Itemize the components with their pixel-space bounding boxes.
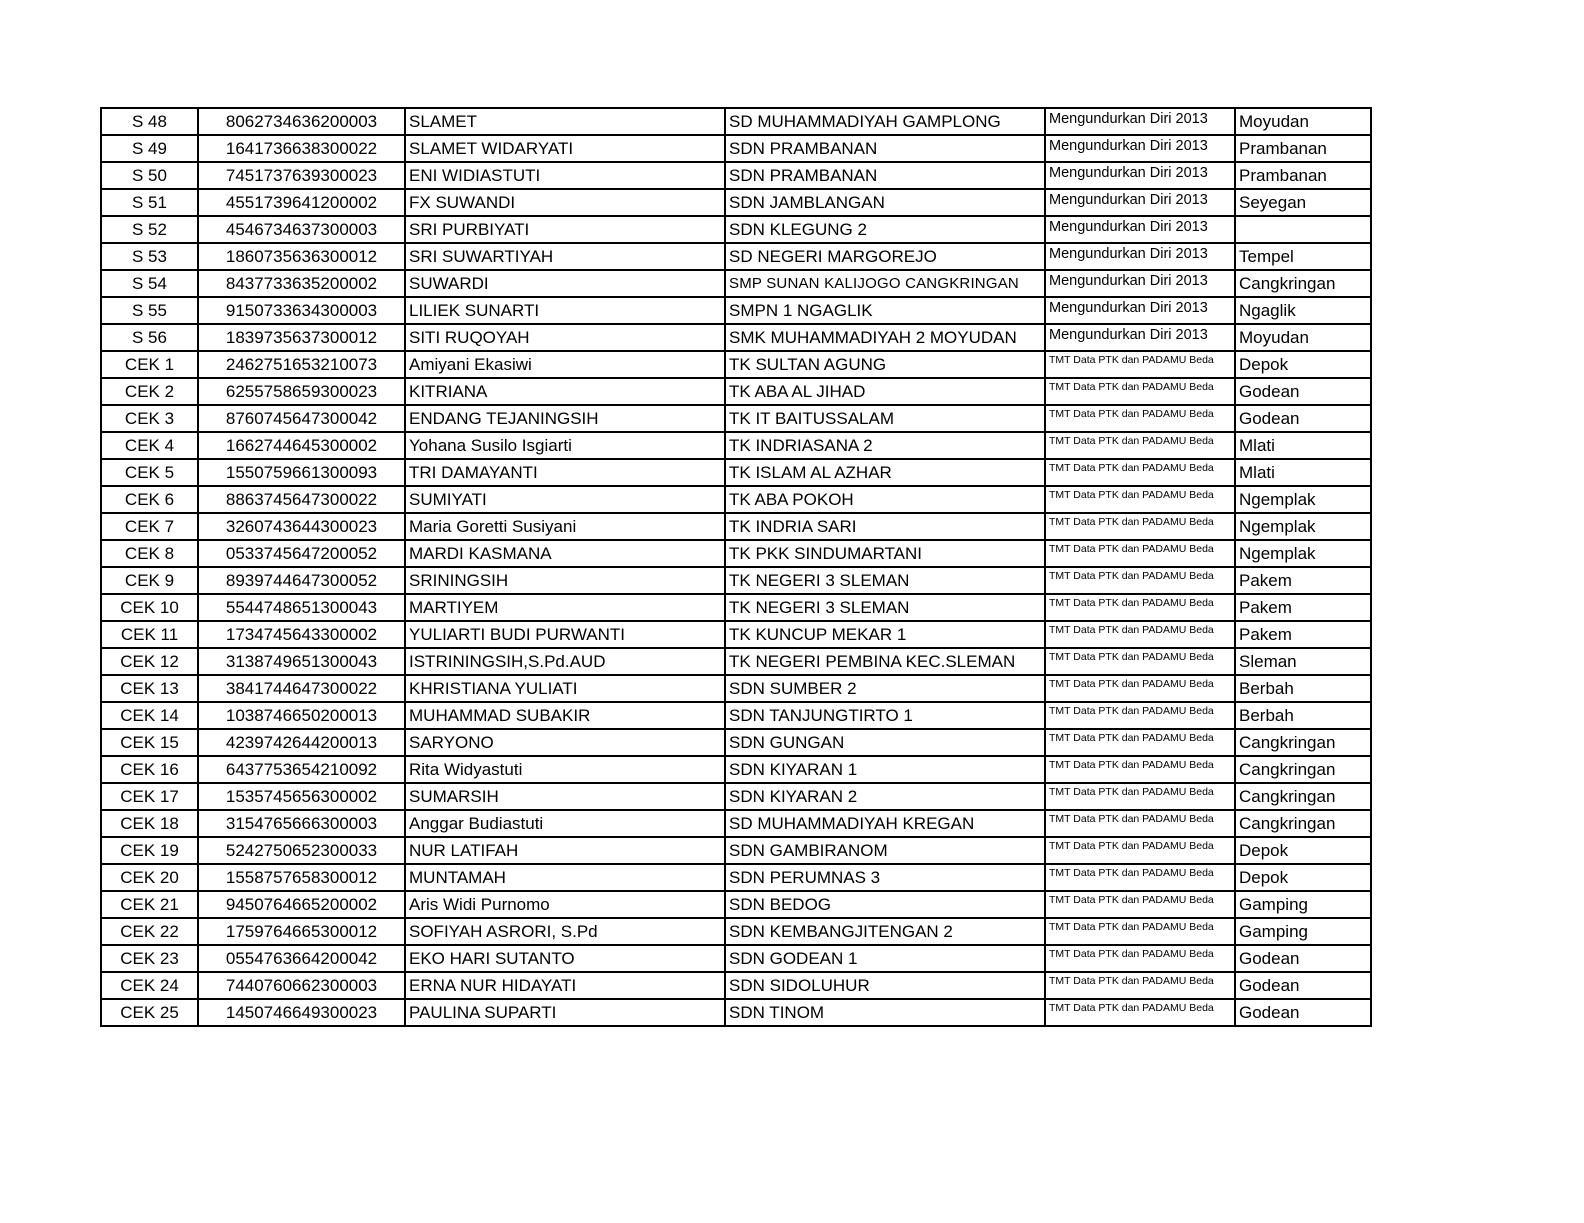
row-code-cell: CEK 10 bbox=[101, 594, 198, 621]
nuptk-cell: 1839735637300012 bbox=[198, 324, 405, 351]
table-row bbox=[101, 486, 1371, 513]
note-cell: Mengundurkan Diri 2013 bbox=[1045, 135, 1235, 162]
teacher-name-cell: SLAMET WIDARYATI bbox=[405, 135, 725, 162]
teacher-name-cell: ERNA NUR HIDAYATI bbox=[405, 972, 725, 999]
table-row bbox=[101, 891, 1371, 918]
table-row bbox=[101, 648, 1371, 675]
teacher-name-cell: YULIARTI BUDI PURWANTI bbox=[405, 621, 725, 648]
row-code-cell: S 56 bbox=[101, 324, 198, 351]
teacher-name-cell: MARDI KASMANA bbox=[405, 540, 725, 567]
district-cell: Ngemplak bbox=[1235, 486, 1371, 513]
table-row bbox=[101, 297, 1371, 324]
note-cell: TMT Data PTK dan PADAMU Beda bbox=[1045, 999, 1235, 1026]
row-code-cell: CEK 23 bbox=[101, 945, 198, 972]
nuptk-cell: 8863745647300022 bbox=[198, 486, 405, 513]
teacher-name-cell: KITRIANA bbox=[405, 378, 725, 405]
teacher-name-cell: SRI SUWARTIYAH bbox=[405, 243, 725, 270]
nuptk-cell: 5242750652300033 bbox=[198, 837, 405, 864]
nuptk-cell: 9150733634300003 bbox=[198, 297, 405, 324]
nuptk-cell: 1734745643300002 bbox=[198, 621, 405, 648]
row-code-cell: CEK 6 bbox=[101, 486, 198, 513]
table-row bbox=[101, 675, 1371, 702]
nuptk-cell: 0554763664200042 bbox=[198, 945, 405, 972]
district-cell: Godean bbox=[1235, 999, 1371, 1026]
note-cell: TMT Data PTK dan PADAMU Beda bbox=[1045, 594, 1235, 621]
teacher-name-cell: SUMARSIH bbox=[405, 783, 725, 810]
nuptk-cell: 5544748651300043 bbox=[198, 594, 405, 621]
teacher-name-cell: FX SUWANDI bbox=[405, 189, 725, 216]
row-code-cell: CEK 7 bbox=[101, 513, 198, 540]
note-cell: TMT Data PTK dan PADAMU Beda bbox=[1045, 837, 1235, 864]
district-cell: Moyudan bbox=[1235, 324, 1371, 351]
note-cell: TMT Data PTK dan PADAMU Beda bbox=[1045, 459, 1235, 486]
row-code-cell: CEK 2 bbox=[101, 378, 198, 405]
teacher-name-cell: SUMIYATI bbox=[405, 486, 725, 513]
school-cell: SDN PRAMBANAN bbox=[725, 162, 1045, 189]
nuptk-cell: 3841744647300022 bbox=[198, 675, 405, 702]
note-cell: TMT Data PTK dan PADAMU Beda bbox=[1045, 540, 1235, 567]
district-cell: Sleman bbox=[1235, 648, 1371, 675]
row-code-cell: CEK 25 bbox=[101, 999, 198, 1026]
table-row bbox=[101, 972, 1371, 999]
nuptk-cell: 8939744647300052 bbox=[198, 567, 405, 594]
note-cell: Mengundurkan Diri 2013 bbox=[1045, 189, 1235, 216]
row-code-cell: S 55 bbox=[101, 297, 198, 324]
note-cell: TMT Data PTK dan PADAMU Beda bbox=[1045, 918, 1235, 945]
row-code-cell: CEK 3 bbox=[101, 405, 198, 432]
district-cell: Godean bbox=[1235, 972, 1371, 999]
note-cell: TMT Data PTK dan PADAMU Beda bbox=[1045, 702, 1235, 729]
nuptk-cell: 3260743644300023 bbox=[198, 513, 405, 540]
district-cell: Depok bbox=[1235, 864, 1371, 891]
table-row bbox=[101, 945, 1371, 972]
nuptk-cell: 7451737639300023 bbox=[198, 162, 405, 189]
row-code-cell: S 49 bbox=[101, 135, 198, 162]
row-code-cell: S 48 bbox=[101, 108, 198, 135]
nuptk-cell: 6437753654210092 bbox=[198, 756, 405, 783]
row-code-cell: CEK 14 bbox=[101, 702, 198, 729]
district-cell: Godean bbox=[1235, 405, 1371, 432]
school-cell: TK NEGERI 3 SLEMAN bbox=[725, 567, 1045, 594]
row-code-cell: CEK 1 bbox=[101, 351, 198, 378]
nuptk-cell: 1550759661300093 bbox=[198, 459, 405, 486]
teacher-table bbox=[100, 107, 1372, 1027]
note-cell: Mengundurkan Diri 2013 bbox=[1045, 270, 1235, 297]
district-cell: Seyegan bbox=[1235, 189, 1371, 216]
nuptk-cell: 7440760662300003 bbox=[198, 972, 405, 999]
teacher-name-cell: Rita Widyastuti bbox=[405, 756, 725, 783]
table-row bbox=[101, 540, 1371, 567]
teacher-name-cell: SLAMET bbox=[405, 108, 725, 135]
school-cell: SMP SUNAN KALIJOGO CANGKRINGAN bbox=[725, 270, 1045, 297]
row-code-cell: CEK 11 bbox=[101, 621, 198, 648]
school-cell: SDN KEMBANGJITENGAN 2 bbox=[725, 918, 1045, 945]
table-row bbox=[101, 756, 1371, 783]
note-cell: Mengundurkan Diri 2013 bbox=[1045, 297, 1235, 324]
nuptk-cell: 1558757658300012 bbox=[198, 864, 405, 891]
district-cell: Pakem bbox=[1235, 594, 1371, 621]
row-code-cell: CEK 22 bbox=[101, 918, 198, 945]
school-cell: TK NEGERI 3 SLEMAN bbox=[725, 594, 1045, 621]
table-row bbox=[101, 918, 1371, 945]
school-cell: TK ABA POKOH bbox=[725, 486, 1045, 513]
table-row bbox=[101, 108, 1371, 135]
school-cell: SDN SUMBER 2 bbox=[725, 675, 1045, 702]
teacher-name-cell: Yohana Susilo Isgiarti bbox=[405, 432, 725, 459]
teacher-name-cell: ISTRININGSIH,S.Pd.AUD bbox=[405, 648, 725, 675]
school-cell: TK INDRIASANA 2 bbox=[725, 432, 1045, 459]
nuptk-cell: 6255758659300023 bbox=[198, 378, 405, 405]
nuptk-cell: 3154765666300003 bbox=[198, 810, 405, 837]
nuptk-cell: 1641736638300022 bbox=[198, 135, 405, 162]
row-code-cell: CEK 5 bbox=[101, 459, 198, 486]
school-cell: SDN PRAMBANAN bbox=[725, 135, 1045, 162]
school-cell: SDN GAMBIRANOM bbox=[725, 837, 1045, 864]
row-code-cell: CEK 13 bbox=[101, 675, 198, 702]
table-row bbox=[101, 459, 1371, 486]
table-row bbox=[101, 621, 1371, 648]
teacher-name-cell: ENI WIDIASTUTI bbox=[405, 162, 725, 189]
note-cell: Mengundurkan Diri 2013 bbox=[1045, 324, 1235, 351]
nuptk-cell: 4546734637300003 bbox=[198, 216, 405, 243]
table-row bbox=[101, 432, 1371, 459]
nuptk-cell: 0533745647200052 bbox=[198, 540, 405, 567]
school-cell: TK ABA AL JIHAD bbox=[725, 378, 1045, 405]
teacher-name-cell: Anggar Budiastuti bbox=[405, 810, 725, 837]
note-cell: TMT Data PTK dan PADAMU Beda bbox=[1045, 486, 1235, 513]
nuptk-cell: 9450764665200002 bbox=[198, 891, 405, 918]
table-row bbox=[101, 270, 1371, 297]
note-cell: Mengundurkan Diri 2013 bbox=[1045, 162, 1235, 189]
nuptk-cell: 4239742644200013 bbox=[198, 729, 405, 756]
school-cell: SD MUHAMMADIYAH GAMPLONG bbox=[725, 108, 1045, 135]
district-cell: Prambanan bbox=[1235, 162, 1371, 189]
district-cell: Cangkringan bbox=[1235, 756, 1371, 783]
school-cell: SMPN 1 NGAGLIK bbox=[725, 297, 1045, 324]
note-cell: TMT Data PTK dan PADAMU Beda bbox=[1045, 756, 1235, 783]
school-cell: SDN GODEAN 1 bbox=[725, 945, 1045, 972]
teacher-name-cell: TRI DAMAYANTI bbox=[405, 459, 725, 486]
table-row bbox=[101, 999, 1371, 1026]
note-cell: Mengundurkan Diri 2013 bbox=[1045, 243, 1235, 270]
table-row bbox=[101, 324, 1371, 351]
teacher-name-cell: PAULINA SUPARTI bbox=[405, 999, 725, 1026]
school-cell: TK IT BAITUSSALAM bbox=[725, 405, 1045, 432]
district-cell: Depok bbox=[1235, 351, 1371, 378]
row-code-cell: CEK 18 bbox=[101, 810, 198, 837]
district-cell: Moyudan bbox=[1235, 108, 1371, 135]
nuptk-cell: 4551739641200002 bbox=[198, 189, 405, 216]
note-cell: TMT Data PTK dan PADAMU Beda bbox=[1045, 621, 1235, 648]
school-cell: TK PKK SINDUMARTANI bbox=[725, 540, 1045, 567]
nuptk-cell: 1038746650200013 bbox=[198, 702, 405, 729]
district-cell: Gamping bbox=[1235, 918, 1371, 945]
note-cell: TMT Data PTK dan PADAMU Beda bbox=[1045, 432, 1235, 459]
table-row bbox=[101, 567, 1371, 594]
nuptk-cell: 1759764665300012 bbox=[198, 918, 405, 945]
table-row bbox=[101, 378, 1371, 405]
row-code-cell: S 52 bbox=[101, 216, 198, 243]
note-cell: Mengundurkan Diri 2013 bbox=[1045, 108, 1235, 135]
nuptk-cell: 1535745656300002 bbox=[198, 783, 405, 810]
teacher-name-cell: SRI PURBIYATI bbox=[405, 216, 725, 243]
teacher-name-cell: SOFIYAH ASRORI, S.Pd bbox=[405, 918, 725, 945]
nuptk-cell: 8062734636200003 bbox=[198, 108, 405, 135]
note-cell: TMT Data PTK dan PADAMU Beda bbox=[1045, 675, 1235, 702]
table-row bbox=[101, 783, 1371, 810]
table-row bbox=[101, 405, 1371, 432]
district-cell: Cangkringan bbox=[1235, 270, 1371, 297]
note-cell: TMT Data PTK dan PADAMU Beda bbox=[1045, 972, 1235, 999]
nuptk-cell: 1662744645300002 bbox=[198, 432, 405, 459]
district-cell: Pakem bbox=[1235, 621, 1371, 648]
row-code-cell: CEK 12 bbox=[101, 648, 198, 675]
district-cell: Depok bbox=[1235, 837, 1371, 864]
teacher-name-cell: ENDANG TEJANINGSIH bbox=[405, 405, 725, 432]
nuptk-cell: 1860735636300012 bbox=[198, 243, 405, 270]
district-cell: Ngaglik bbox=[1235, 297, 1371, 324]
teacher-name-cell: SITI RUQOYAH bbox=[405, 324, 725, 351]
note-cell: TMT Data PTK dan PADAMU Beda bbox=[1045, 648, 1235, 675]
note-cell: TMT Data PTK dan PADAMU Beda bbox=[1045, 810, 1235, 837]
row-code-cell: CEK 8 bbox=[101, 540, 198, 567]
table-row bbox=[101, 864, 1371, 891]
district-cell bbox=[1235, 216, 1371, 243]
district-cell: Gamping bbox=[1235, 891, 1371, 918]
district-cell: Pakem bbox=[1235, 567, 1371, 594]
district-cell: Ngemplak bbox=[1235, 513, 1371, 540]
district-cell: Mlati bbox=[1235, 432, 1371, 459]
teacher-name-cell: MUHAMMAD SUBAKIR bbox=[405, 702, 725, 729]
table-row bbox=[101, 135, 1371, 162]
row-code-cell: CEK 15 bbox=[101, 729, 198, 756]
teacher-name-cell: LILIEK SUNARTI bbox=[405, 297, 725, 324]
table-row bbox=[101, 594, 1371, 621]
note-cell: TMT Data PTK dan PADAMU Beda bbox=[1045, 729, 1235, 756]
table-row bbox=[101, 189, 1371, 216]
table-row bbox=[101, 702, 1371, 729]
table-body bbox=[101, 108, 1371, 1026]
school-cell: SDN KIYARAN 2 bbox=[725, 783, 1045, 810]
table-row bbox=[101, 243, 1371, 270]
row-code-cell: S 53 bbox=[101, 243, 198, 270]
district-cell: Berbah bbox=[1235, 702, 1371, 729]
nuptk-cell: 8437733635200002 bbox=[198, 270, 405, 297]
note-cell: TMT Data PTK dan PADAMU Beda bbox=[1045, 378, 1235, 405]
row-code-cell: CEK 9 bbox=[101, 567, 198, 594]
table-row bbox=[101, 513, 1371, 540]
teacher-name-cell: Maria Goretti Susiyani bbox=[405, 513, 725, 540]
nuptk-cell: 3138749651300043 bbox=[198, 648, 405, 675]
table-row bbox=[101, 729, 1371, 756]
district-cell: Prambanan bbox=[1235, 135, 1371, 162]
nuptk-cell: 2462751653210073 bbox=[198, 351, 405, 378]
school-cell: SDN KIYARAN 1 bbox=[725, 756, 1045, 783]
district-cell: Cangkringan bbox=[1235, 783, 1371, 810]
nuptk-cell: 8760745647300042 bbox=[198, 405, 405, 432]
teacher-name-cell: MUNTAMAH bbox=[405, 864, 725, 891]
note-cell: TMT Data PTK dan PADAMU Beda bbox=[1045, 891, 1235, 918]
district-cell: Cangkringan bbox=[1235, 729, 1371, 756]
school-cell: SDN SIDOLUHUR bbox=[725, 972, 1045, 999]
table-row bbox=[101, 810, 1371, 837]
row-code-cell: CEK 24 bbox=[101, 972, 198, 999]
school-cell: TK NEGERI PEMBINA KEC.SLEMAN bbox=[725, 648, 1045, 675]
table-row bbox=[101, 351, 1371, 378]
teacher-name-cell: Amiyani Ekasiwi bbox=[405, 351, 725, 378]
table-row bbox=[101, 162, 1371, 189]
district-cell: Berbah bbox=[1235, 675, 1371, 702]
district-cell: Godean bbox=[1235, 945, 1371, 972]
school-cell: TK KUNCUP MEKAR 1 bbox=[725, 621, 1045, 648]
school-cell: SD NEGERI MARGOREJO bbox=[725, 243, 1045, 270]
note-cell: TMT Data PTK dan PADAMU Beda bbox=[1045, 945, 1235, 972]
school-cell: SDN JAMBLANGAN bbox=[725, 189, 1045, 216]
row-code-cell: CEK 4 bbox=[101, 432, 198, 459]
district-cell: Ngemplak bbox=[1235, 540, 1371, 567]
school-cell: SDN PERUMNAS 3 bbox=[725, 864, 1045, 891]
table-row bbox=[101, 837, 1371, 864]
teacher-name-cell: EKO HARI SUTANTO bbox=[405, 945, 725, 972]
note-cell: TMT Data PTK dan PADAMU Beda bbox=[1045, 513, 1235, 540]
row-code-cell: S 51 bbox=[101, 189, 198, 216]
row-code-cell: CEK 16 bbox=[101, 756, 198, 783]
row-code-cell: CEK 17 bbox=[101, 783, 198, 810]
note-cell: TMT Data PTK dan PADAMU Beda bbox=[1045, 567, 1235, 594]
school-cell: SDN TINOM bbox=[725, 999, 1045, 1026]
note-cell: TMT Data PTK dan PADAMU Beda bbox=[1045, 864, 1235, 891]
row-code-cell: S 54 bbox=[101, 270, 198, 297]
school-cell: TK INDRIA SARI bbox=[725, 513, 1045, 540]
row-code-cell: CEK 19 bbox=[101, 837, 198, 864]
teacher-name-cell: SARYONO bbox=[405, 729, 725, 756]
note-cell: TMT Data PTK dan PADAMU Beda bbox=[1045, 783, 1235, 810]
district-cell: Cangkringan bbox=[1235, 810, 1371, 837]
district-cell: Godean bbox=[1235, 378, 1371, 405]
note-cell: TMT Data PTK dan PADAMU Beda bbox=[1045, 351, 1235, 378]
table-row bbox=[101, 216, 1371, 243]
school-cell: SDN GUNGAN bbox=[725, 729, 1045, 756]
teacher-name-cell: MARTIYEM bbox=[405, 594, 725, 621]
row-code-cell: CEK 21 bbox=[101, 891, 198, 918]
district-cell: Tempel bbox=[1235, 243, 1371, 270]
school-cell: SDN TANJUNGTIRTO 1 bbox=[725, 702, 1045, 729]
row-code-cell: S 50 bbox=[101, 162, 198, 189]
school-cell: SMK MUHAMMADIYAH 2 MOYUDAN bbox=[725, 324, 1045, 351]
note-cell: Mengundurkan Diri 2013 bbox=[1045, 216, 1235, 243]
teacher-name-cell: SRININGSIH bbox=[405, 567, 725, 594]
school-cell: TK SULTAN AGUNG bbox=[725, 351, 1045, 378]
school-cell: TK ISLAM AL AZHAR bbox=[725, 459, 1045, 486]
nuptk-cell: 1450746649300023 bbox=[198, 999, 405, 1026]
note-cell: TMT Data PTK dan PADAMU Beda bbox=[1045, 405, 1235, 432]
school-cell: SDN KLEGUNG 2 bbox=[725, 216, 1045, 243]
district-cell: Mlati bbox=[1235, 459, 1371, 486]
school-cell: SDN BEDOG bbox=[725, 891, 1045, 918]
teacher-name-cell: SUWARDI bbox=[405, 270, 725, 297]
teacher-name-cell: KHRISTIANA YULIATI bbox=[405, 675, 725, 702]
teacher-name-cell: NUR LATIFAH bbox=[405, 837, 725, 864]
teacher-name-cell: Aris Widi Purnomo bbox=[405, 891, 725, 918]
school-cell: SD MUHAMMADIYAH KREGAN bbox=[725, 810, 1045, 837]
row-code-cell: CEK 20 bbox=[101, 864, 198, 891]
